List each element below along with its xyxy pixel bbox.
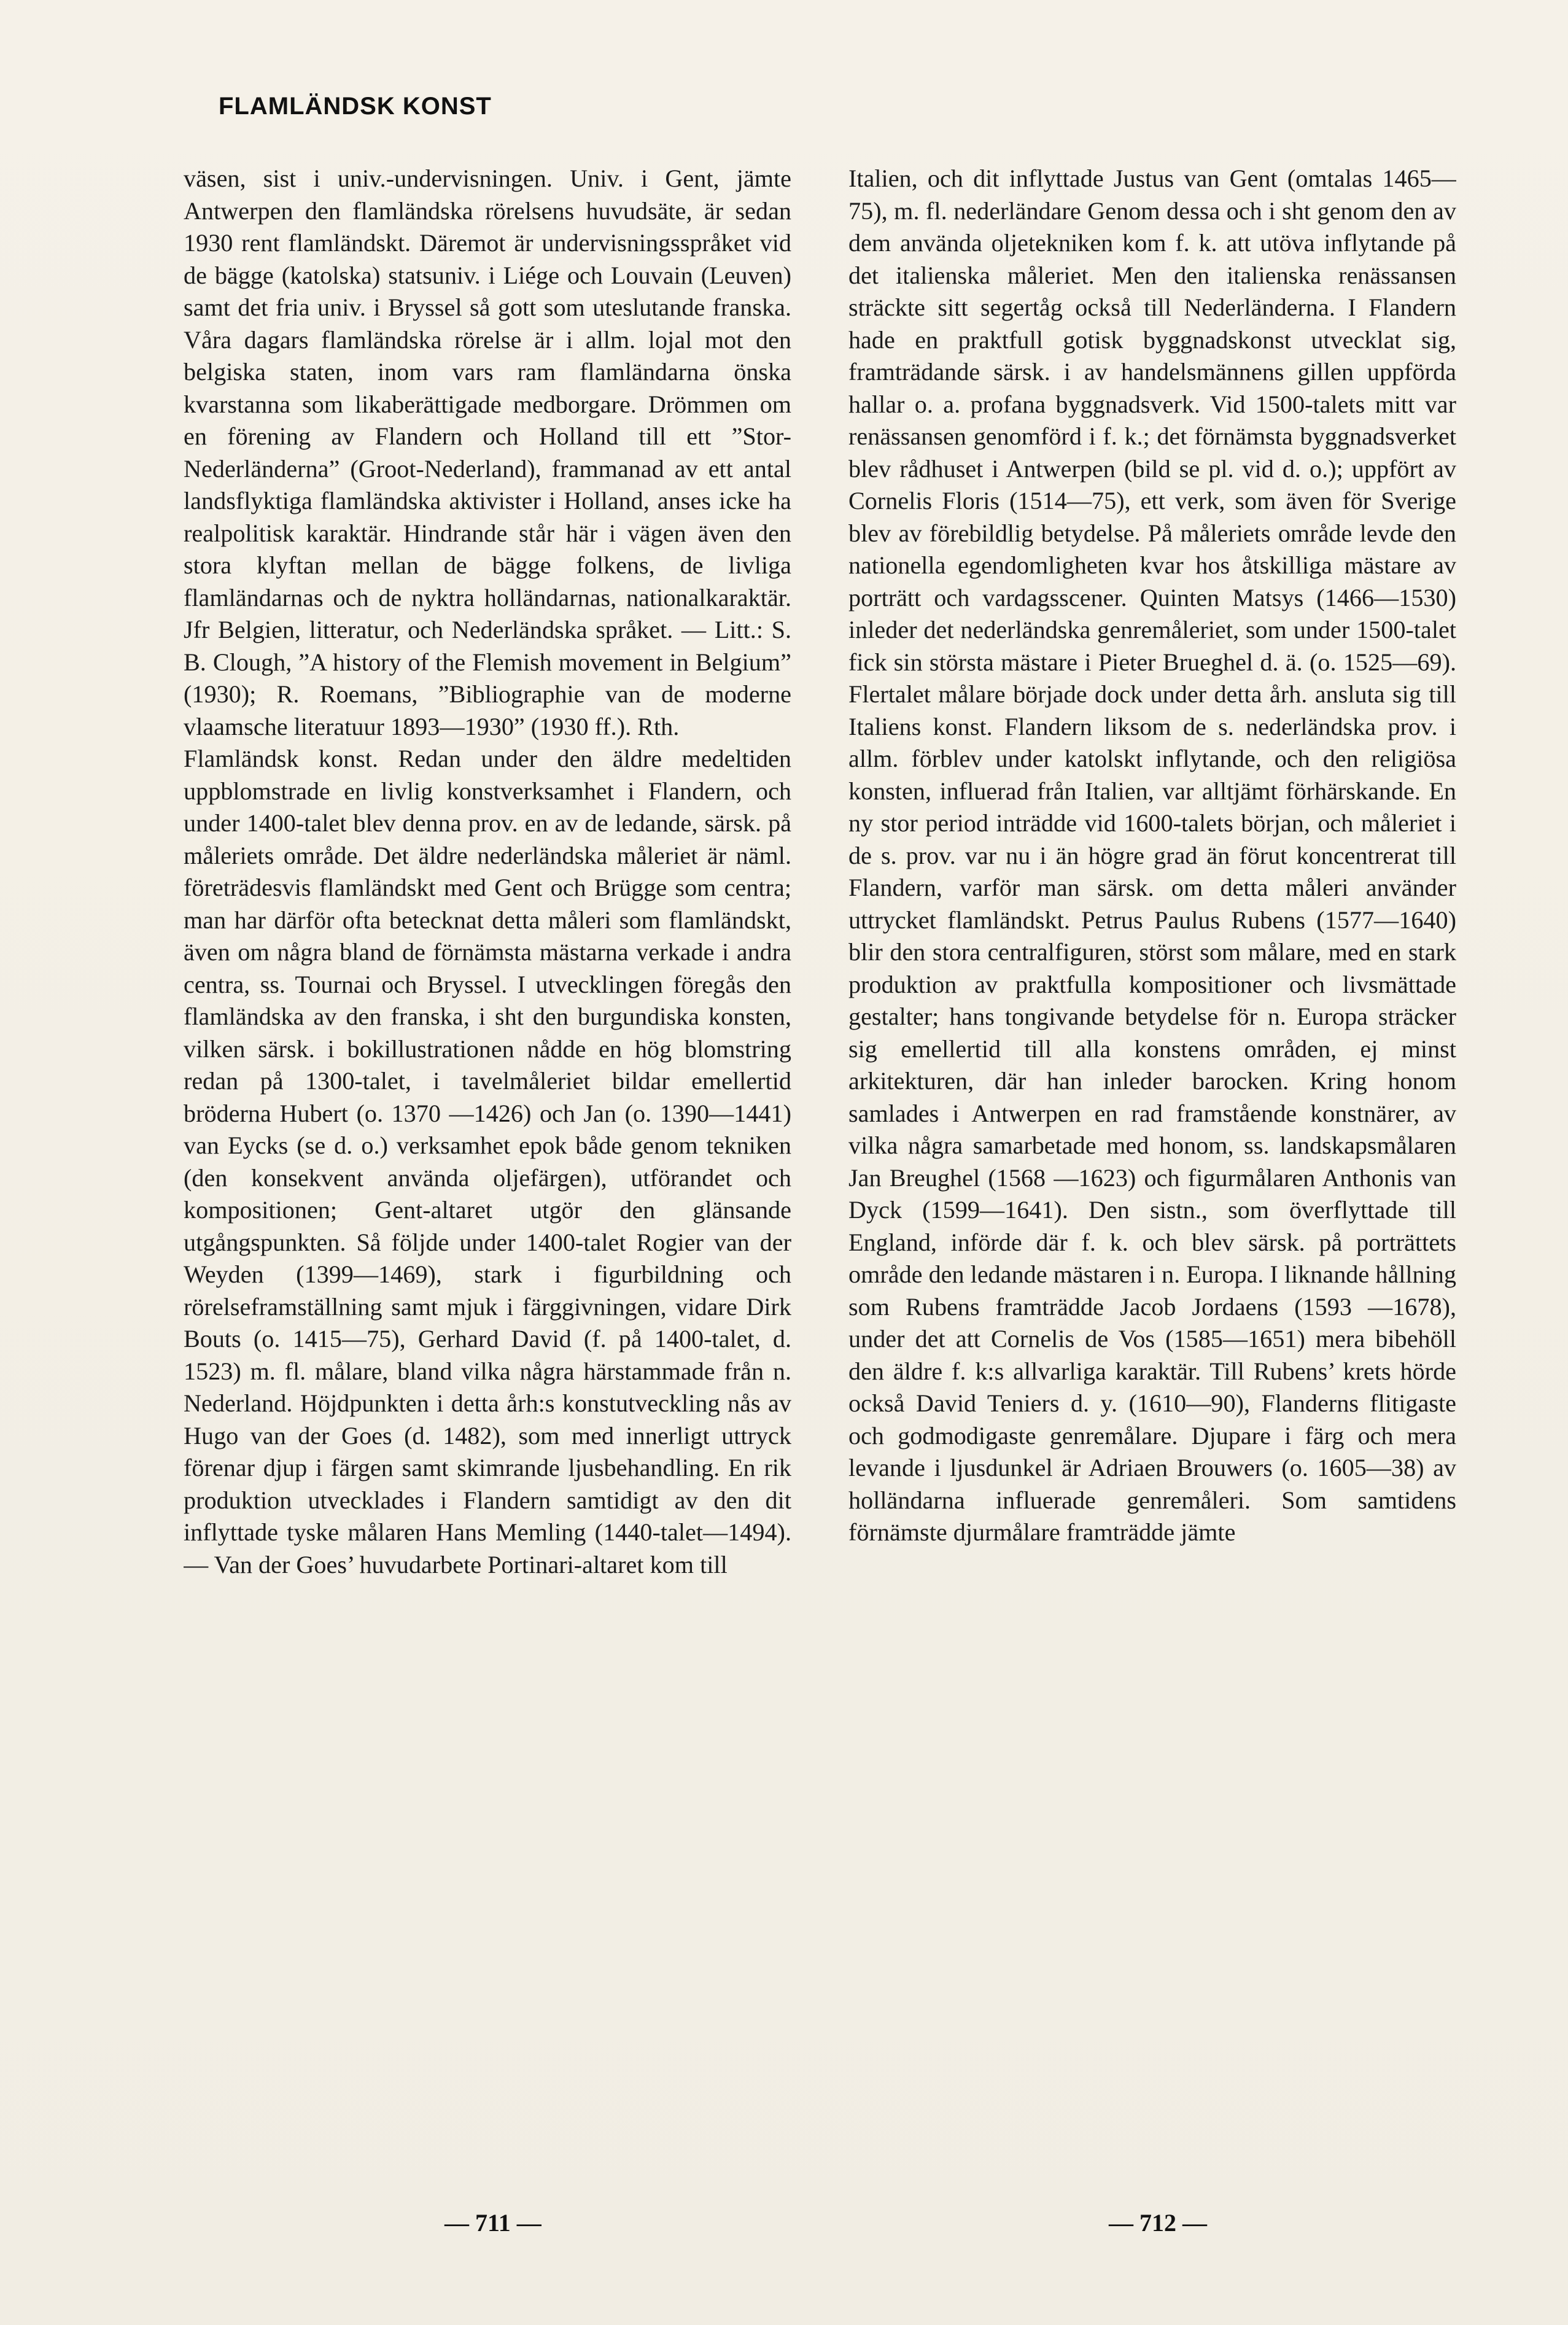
- page-number-left: — 711 —: [444, 2209, 541, 2237]
- left-paragraph-1: väsen, sist i univ.-undervisningen. Univ. i Gent, jämte Antwerpen den flamländska rörelsens huvudsäte, är sedan 1930 rent flamländskt. Däremot är undervisningsspråket vid de bägge (katolska) statsuniv. i Liége och Louvain (Leuven) samt det fria univ. i Bryssel så gott som uteslutande franska. Våra dagars flamländska rörelse är i allm. lojal mot den belgiska staten, inom vars ram flamländarna önska kvarstanna som likaberättigade medborgare. Drömmen om en förening av Flandern och Holland till ett ”Stor-Nederländerna” (Groot-Nederland), frammanad av ett antal landsflyktiga flamländska aktivister i Holland, anses icke ha realpolitisk karaktär. Hindrande står här i vägen även den stora klyftan mellan de bägge folkens, de livliga flamländarnas och de nyktra holländarnas, nationalkaraktär. Jfr Belgien, litteratur, och Nederländska språket. — Litt.: S. B. Clough, ”A history of the Flemish movement in Belgium” (1930); R. Roemans, ”Bibliographie van de moderne vlaamsche literatuur 1893—1930” (1930 ff.). Rth.: [184, 165, 791, 740]
- right-column: [848, 163, 1456, 2140]
- page-header: FLAMLÄNDSK KONST: [219, 93, 492, 120]
- page-number-right: — 712 —: [1109, 2209, 1207, 2237]
- right-paragraph-1: Italien, och dit inflyttade Justus van Gent (omtalas 1465—75), m. fl. nederländare Genom dessa och i sht genom den av dem använda oljetekniken kom f. k. att utöva inflytande på det italienska måleriet. Men den italienska renässansen sträckte sitt segertåg också till Nederländerna. I Flandern hade en praktfull gotisk byggnadskonst utvecklat sig, framträdande särsk. i av handelsmännens gillen uppförda hallar o. a. profana byggnadsverk. Vid 1500-talets mitt var renässansen genomförd i f. k.; det förnämsta byggnadsverket blev rådhuset i Antwerpen (bild se pl. vid d. o.); uppfört av Cornelis Floris (1514—75), ett verk, som även för Sverige blev av förebildlig betydelse. På måleriets område levde den nationella egendomligheten kvar hos åtskilliga mästare av porträtt och vardagsscener. Quinten Matsys (1466—1530) inleder det nederländska genremåleriet, som under 1500-talet fick sin största mästare i Pieter Brueghel d. ä. (o. 1525—69). Flertalet målare började dock under detta årh. ansluta sig till Italiens konst. Flandern liksom de s. nederländska prov. i allm. förblev under katolskt inflytande, och den religiösa konsten, influerad från Italien, var alltjämt förhärskande. En ny stor period inträdde vid 1600-talets början, och måleriet i de s. prov. var nu i än högre grad än förut koncentrerat till Flandern, varför man särsk. om detta måleri använder uttrycket flamländskt. Petrus Paulus Rubens (1577—1640) blir den stora centralfiguren, störst som målare, med en stark produktion av praktfulla kompositioner och livsmättade gestalter; hans tongivande betydelse för n. Europa sträcker sig emellertid till alla konstens områden, ej minst arkitekturen, där han inleder barocken. Kring honom samlades i Antwerpen en rad framstående konstnärer, av vilka några samarbetade med honom, ss. landskapsmålaren Jan Breughel (1568 —1623) och figurmålaren Anthonis van Dyck (1599—1641). Den sistn., som överflyttade till England, införde där f. k. och blev särsk. på porträttets område den ledande mästaren i n. Europa. I liknande hållning som Rubens framträdde Jacob Jordaens (1593 —1678), under det att Cornelis de Vos (1585—1651) mera bibehöll den äldre f. k:s allvarliga karaktär. Till Rubens’ krets hörde också David Teniers d. y. (1610—90), Flanderns flitigaste och godmodigaste genremålare. Djupare i färg och mera levande i ljusdunkel är Adriaen Brouwers (o. 1605—38) av holländarna influerade genremåleri. Som samtidens förnämste djurmålare framträdde jämte: [848, 165, 1456, 1546]
- left-column: [184, 163, 791, 2140]
- left-paragraph-2: Flamländsk konst. Redan under den äldre medeltiden uppblomstrade en livlig konstverksamhet i Flandern, och under 1400-talet blev denna prov. en av de ledande, särsk. på måleriets område. Det äldre nederländska måleriet är näml. företrädesvis flamländskt med Gent och Brügge som centra; man har därför ofta betecknat detta måleri som flamländskt, även om några bland de förnämsta mästarna verkade i andra centra, ss. Tournai och Bryssel. I utvecklingen föregås den flamländska av den franska, i sht den burgundiska konsten, vilken särsk. i bokillustrationen nådde en hög blomstring redan på 1300-talet, i tavelmåleriet bildar emellertid bröderna Hubert (o. 1370 —1426) och Jan (o. 1390—1441) van Eycks (se d. o.) verksamhet epok både genom tekniken (den konsekvent använda oljefärgen), utförandet och kompositionen; Gent-altaret utgör den glänsande utgångspunkten. Så följde under 1400-talet Rogier van der Weyden (1399—1469), stark i figurbildning och rörelseframställning samt mjuk i färggivningen, vidare Dirk Bouts (o. 1415—75), Gerhard David (f. på 1400-talet, d. 1523) m. fl. målare, bland vilka några härstammade från n. Nederland. Höjdpunkten i detta årh:s konstutveckling nås av Hugo van der Goes (d. 1482), som med innerligt uttryck förenar djup i färgen samt skimrande ljusbehandling. En rik produktion utvecklades i Flandern samtidigt av den dit inflyttade tyske målaren Hans Memling (1440-talet—1494). — Van der Goes’ huvudarbete Portinari-altaret kom till: [184, 745, 791, 1578]
